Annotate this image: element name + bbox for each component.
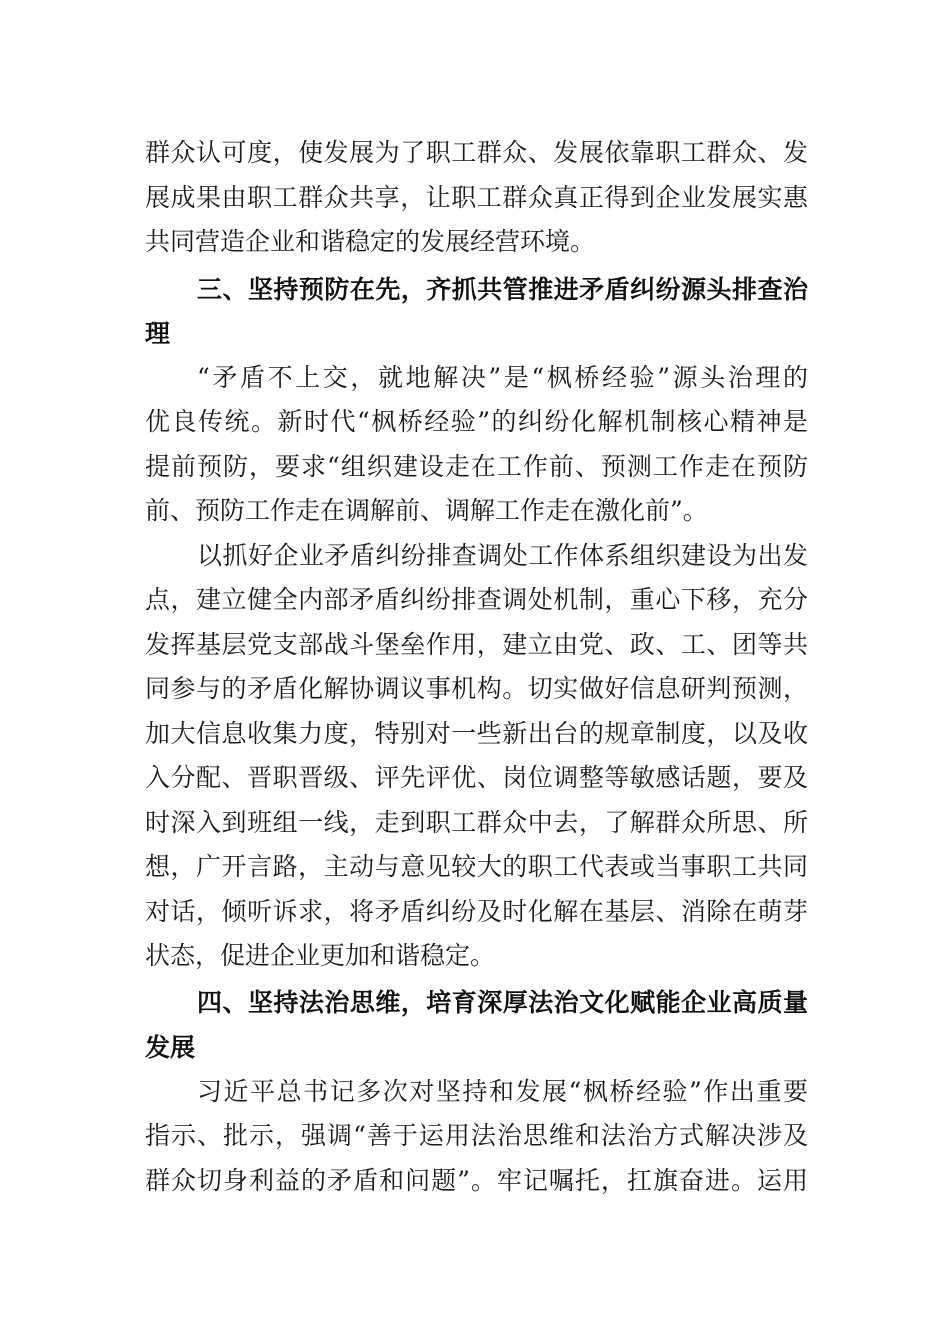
section3-p2-line-3: 发挥基层党支部战斗堡垒作用，建立由党、政、工、团等共 <box>145 630 808 659</box>
section4-p1-line-1: 习近平总书记多次对坚持和发展“枫桥经验”作出重要 <box>197 1077 808 1106</box>
intro-line-1: 群众认可度，使发展为了职工群众、发展依靠职工群众、发 <box>145 138 808 167</box>
section4-heading-line-1: 四、坚持法治思维，培育深厚法治文化赋能企业高质量 <box>197 988 808 1017</box>
section3-p2-line-9: 对话，倾听诉求，将矛盾纠纷及时化解在基层、消除在萌芽 <box>145 897 808 926</box>
section3-p1-line-3: 提前预防，要求“组织建设走在工作前、预测工作走在预防 <box>145 452 808 481</box>
section3-p2-line-1: 以抓好企业矛盾纠纷排查调处工作体系组织建设为出发 <box>197 541 808 570</box>
section4-p1-line-3: 群众切身利益的矛盾和问题”。牢记嘱托，扛旗奋进。运用 <box>145 1166 808 1195</box>
section3-p2-line-5: 加大信息收集力度，特别对一些新出台的规章制度，以及收 <box>145 719 808 748</box>
section3-p1-line-4: 前、预防工作走在调解前、调解工作走在激化前”。 <box>145 496 708 525</box>
section3-p2-line-4: 同参与的矛盾化解协调议事机构。切实做好信息研判预测， <box>145 674 808 703</box>
section3-p1-line-2: 优良传统。新时代“枫桥经验”的纠纷化解机制核心精神是 <box>145 407 808 436</box>
section3-heading-line-1: 三、坚持预防在先，齐抓共管推进矛盾纠纷源头排查治 <box>197 275 808 304</box>
section3-p2-line-7: 时深入到班组一线，走到职工群众中去，了解群众所思、所 <box>145 808 808 837</box>
section3-p2-line-6: 入分配、晋职晋级、评先评优、岗位调整等敏感话题，要及 <box>145 763 808 792</box>
section4-heading-line-2: 发展 <box>145 1033 196 1062</box>
section3-p2-line-8: 想，广开言路，主动与意见较大的职工代表或当事职工共同 <box>145 852 808 881</box>
intro-line-2: 展成果由职工群众共享，让职工群众真正得到企业发展实惠 <box>145 183 808 212</box>
section3-p2-line-2: 点，建立健全内部矛盾纠纷排查调处机制，重心下移，充分 <box>145 585 808 614</box>
section3-p1-line-1: “矛盾不上交，就地解决”是“枫桥经验”源头治理的 <box>197 363 808 392</box>
intro-line-3: 共同营造企业和谐稳定的发展经营环境。 <box>145 227 596 256</box>
section4-p1-line-2: 指示、批示，强调“善于运用法治思维和法治方式解决涉及 <box>145 1121 808 1150</box>
section3-p2-line-10: 状态，促进企业更加和谐稳定。 <box>145 941 496 970</box>
section3-heading-line-2: 理 <box>145 319 171 348</box>
